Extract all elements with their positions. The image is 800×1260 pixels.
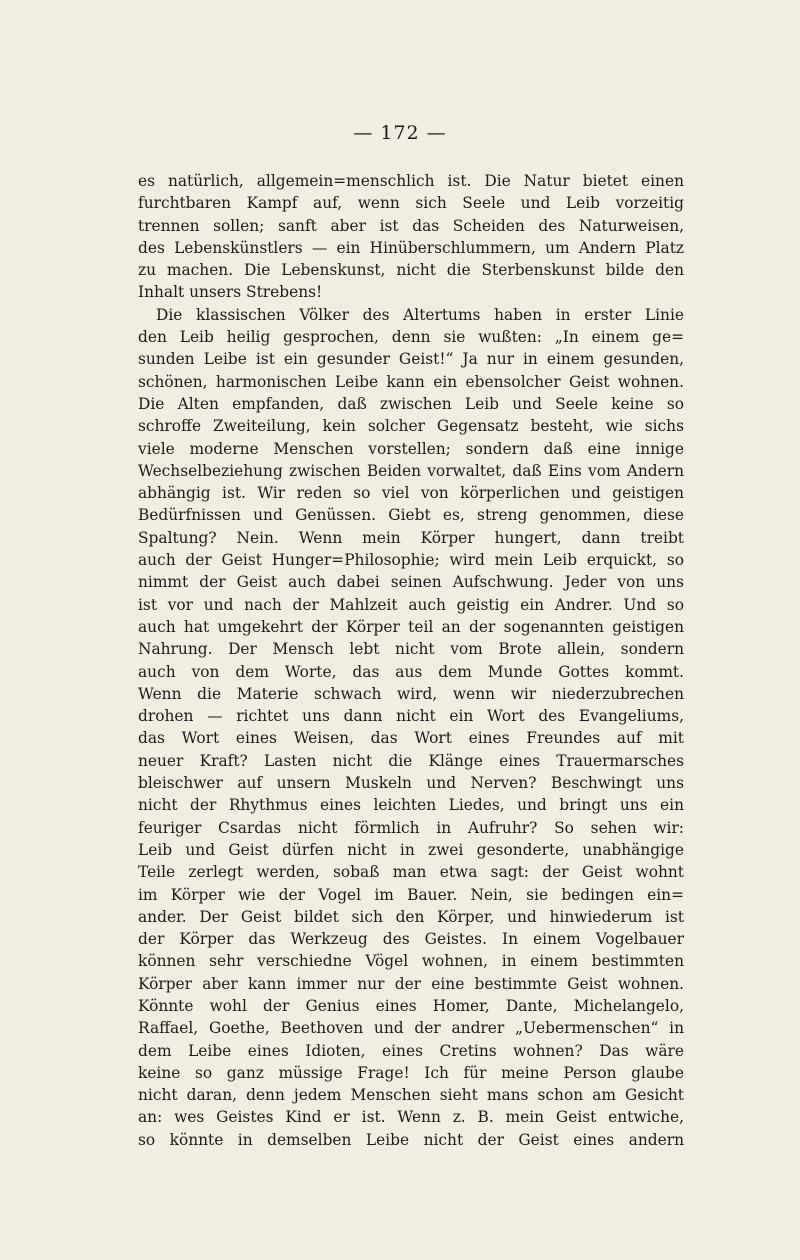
text-line: dem Leibe eines Idioten, eines Cretins wohnen? Das wäre — [138, 1041, 684, 1060]
text-line: trennen sollen; sanft aber ist das Scheiden des Naturweisen, — [138, 216, 684, 235]
body-text — [138, 170, 684, 1151]
text-line: neuer Kraft? Lasten nicht die Klänge eines Trauermarsches — [138, 751, 684, 770]
text-line: drohen — richtet uns dann nicht ein Wort des Evangeliums, — [138, 707, 684, 726]
text-line: ander. Der Geist bildet sich den Körper, und hinwiederum ist — [138, 907, 684, 926]
text-line: Teile zerlegt werden, sobaß man etwa sagt: der Geist wohnt — [138, 863, 684, 882]
text-line: abhängig ist. Wir reden so viel von körperlichen und geistigen — [138, 484, 684, 503]
text-line: Könnte wohl der Genius eines Homer, Dante, Michelangelo, — [138, 996, 684, 1015]
text-line: feuriger Csardas nicht förmlich in Aufruhr? So sehen wir: — [138, 818, 684, 837]
text-line: auch hat umgekehrt der Körper teil an der sogenannten geistigen — [138, 617, 684, 636]
text-line: Die Alten empfanden, daß zwischen Leib und Seele keine so — [138, 394, 684, 413]
text-line: ist vor und nach der Mahlzeit auch geistig ein Andrer. Und so — [138, 595, 684, 614]
text-line: des Lebenskünstlers — ein Hinüberschlummern, um Andern Platz — [138, 238, 684, 257]
text-line: schroffe Zweiteilung, kein solcher Gegensatz besteht, wie sichs — [138, 417, 684, 436]
text-line: nicht der Rhythmus eines leichten Liedes, und bringt uns ein — [138, 796, 684, 815]
text-line: können sehr verschiedne Vögel wohnen, in einem bestimmten — [138, 952, 684, 971]
text-line: bleischwer auf unsern Muskeln und Nerven? Beschwingt uns — [138, 774, 684, 793]
text-line: es natürlich, allgemein=menschlich ist. Die Natur bietet einen — [138, 172, 684, 190]
text-line: Spaltung? Nein. Wenn mein Körper hungert, dann treibt — [138, 528, 684, 547]
text-line: Wechselbeziehung zwischen Beiden vorwaltet, daß Eins vom Andern — [138, 461, 684, 480]
text-line: im Körper wie der Vogel im Bauer. Nein, sie bedingen ein= — [138, 885, 684, 904]
text-line: auch der Geist Hunger=Philosophie; wird mein Leib erquickt, so — [138, 551, 684, 570]
text-line: zu machen. Die Lebenskunst, nicht die Sterbenskunst bilde den — [138, 261, 684, 280]
text-line: das Wort eines Weisen, das Wort eines Freundes auf mit — [138, 729, 684, 748]
text-line: keine so ganz müssige Frage! Ich für meine Person glaube — [138, 1063, 684, 1082]
text-line: so könnte in demselben Leibe nicht der Geist eines andern — [138, 1130, 684, 1149]
text-line: Körper aber kann immer nur der eine bestimmte Geist wohnen. — [138, 974, 684, 993]
text-line: Leib und Geist dürfen nicht in zwei gesonderte, unabhängige — [138, 840, 684, 859]
text-line: nimmt der Geist auch dabei seinen Aufschwung. Jeder von uns — [138, 573, 684, 592]
text-line: an: wes Geistes Kind er ist. Wenn z. B. mein Geist entwiche, — [138, 1108, 684, 1127]
text-line: der Körper das Werkzeug des Geistes. In einem Vogelbauer — [138, 930, 684, 949]
text-line: nicht daran, denn jedem Menschen sieht mans schon am Gesicht — [138, 1086, 684, 1105]
text-line: sunden Leibe ist ein gesunder Geist!“ Ja nur in einem gesunden, — [138, 350, 684, 369]
text-line: auch von dem Worte, das aus dem Munde Gottes kommt. — [138, 662, 684, 681]
text-line: Nahrung. Der Mensch lebt nicht vom Brote allein, sondern — [138, 640, 684, 659]
text-line: Die klassischen Völker des Altertums haben in erster Linie — [156, 305, 684, 324]
text-line: viele moderne Menschen vorstellen; sondern daß eine innige — [138, 439, 684, 458]
text-line: Inhalt unsers Strebens! — [138, 283, 323, 302]
text-line: Wenn die Materie schwach wird, wenn wir niederzubrechen — [138, 684, 684, 703]
text-line: furchtbaren Kampf auf, wenn sich Seele und Leib vorzeitig — [138, 194, 684, 213]
text-line: Raffael, Goethe, Beethoven und der andrer „Uebermenschen“ in — [138, 1019, 684, 1038]
text-line: den Leib heilig gesprochen, denn sie wußten: „In einem ge= — [138, 328, 684, 347]
text-line: schönen, harmonischen Leibe kann ein ebensolcher Geist wohnen. — [138, 372, 684, 391]
page-number: — 172 — — [353, 122, 447, 144]
text-line: Bedürfnissen und Genüssen. Giebt es, streng genommen, diese — [138, 506, 684, 525]
